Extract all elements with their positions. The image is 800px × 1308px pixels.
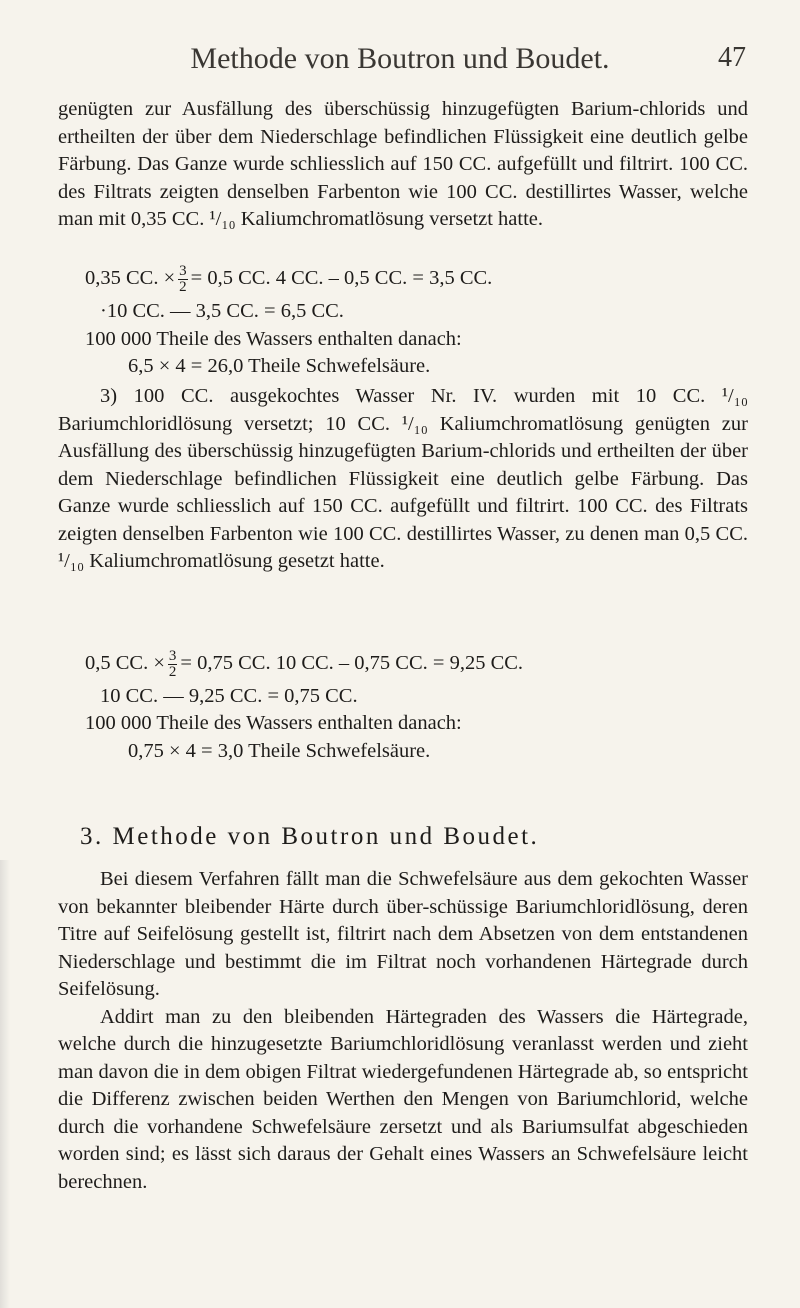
result-intro: 100 000 Theile des Wassers enthalten danach:	[85, 712, 462, 734]
running-title: Methode von Boutron und Boudet.	[190, 42, 610, 75]
equation-line: 10 CC. — 9,25 CC. = 0,75 CC.	[100, 685, 358, 707]
paragraph-text: genügten zur Ausfällung des überschüssig hinzugefügten Barium-chlorids und ertheilten der über dem Niederschlage befindlichen Flüssigkeit eine deutlich gelbe Färbung. Das Ganze wurde schliesslich auf 150 CC. aufgefüllt und filtrirt. 100 CC. des Filtrats zeigten denselben Farbenton wie 100 CC. destillirtes Wasser, welche man mit 0,35 CC. ¹/₁₀ Kaliumchromatlösung versetzt hatte.	[58, 98, 748, 230]
equation-part: 0,5 CC. ×	[85, 652, 165, 675]
section-body	[58, 866, 748, 1196]
section-heading: 3. Methode von Boutron und Boudet.	[80, 823, 540, 850]
page-shadow	[0, 860, 10, 1308]
running-head	[0, 42, 800, 82]
fraction-numerator: 3	[179, 263, 187, 279]
paragraph	[58, 383, 748, 576]
equation-part: = 0,5 CC. 4 CC. – 0,5 CC. = 3,5 CC.	[190, 267, 493, 290]
paragraph-text: Addirt man zu den bleibenden Härtegraden des Wassers die Härtegrade, welche durch die hinzugesetzte Bariumchloridlösung veranlasst werden und zieht man davon die in dem obigen Filtrat wiedergefundenen Härtegrade ab, so entspricht die Differenz zwischen beiden Werthen den Mengen von Bariumchlorid, welche durch die vorhandene Schwefelsäure zersetzt und als Bariumsulfat abgeschieden worden sind; es lässt sich daraus der Gehalt eines Wassers an Schwefelsäure leicht berechnen.	[58, 1005, 748, 1193]
fraction-denominator: 2	[179, 279, 187, 295]
paragraph-text: Bei diesem Verfahren fällt man die Schwefelsäure aus dem gekochten Wasser von bekannter bleibender Härte durch über-schüssige Bariumchloridlösung, deren Titre auf Seifelösung gestellt ist, filtrirt nach dem Absetzen von dem entstandenen Niederschlage und bestimmt die im Filtrat noch vorhandenen Härtegrade durch Seifelösung.	[58, 868, 748, 1000]
fraction-numerator: 3	[168, 648, 177, 664]
equation-part: = 0,75 CC. 10 CC. – 0,75 CC. = 9,25 CC.	[180, 652, 524, 675]
equation-part: 0,35 CC. ×	[85, 267, 176, 290]
paragraph-continued	[58, 96, 748, 234]
fraction	[168, 649, 178, 680]
equation-line	[85, 649, 523, 680]
fraction	[178, 264, 188, 295]
page-number: 47	[718, 42, 746, 73]
equation-line	[85, 264, 492, 295]
fraction-denominator: 2	[168, 664, 177, 680]
paragraph-text: 3) 100 CC. ausgekochtes Wasser Nr. IV. wurden mit 10 CC. ¹/₁₀ Bariumchloridlösung versetzt; 10 CC. ¹/₁₀ Kaliumchromatlösung genügten zur Ausfällung des überschüssig hinzugefügten Barium-chlorids und ertheilten der über dem Niederschlage befindlichen Flüssigkeit eine deutlich gelbe Färbung. Das Ganze wurde schliesslich auf 150 CC. aufgefüllt und filtrirt. 100 CC. des Filtrats zeigten denselben Farbenton wie 100 CC. destillirtes Wasser, zu denen man 0,5 CC. ¹/₁₀ Kaliumchromatlösung gesetzt hatte.	[58, 385, 748, 572]
result-intro: 100 000 Theile des Wassers enthalten danach:	[85, 328, 462, 350]
equation-line: ·10 CC. — 3,5 CC. = 6,5 CC.	[100, 300, 344, 322]
result-line: 0,75 × 4 = 3,0 Theile Schwefelsäure.	[128, 740, 431, 762]
result-line: 6,5 × 4 = 26,0 Theile Schwefelsäure.	[128, 355, 431, 377]
